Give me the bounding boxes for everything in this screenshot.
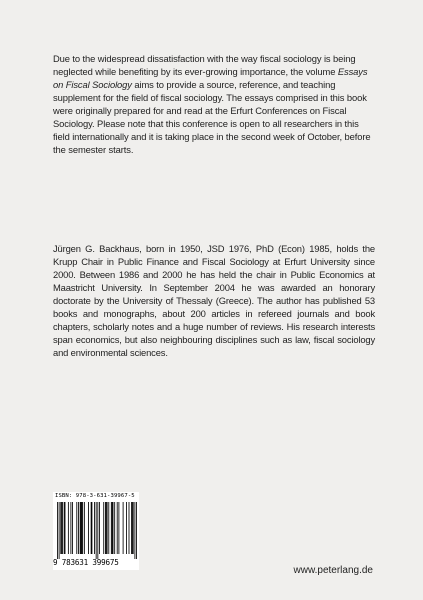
description-rest: aims to provide a source, reference, and teaching supplement for the field of fiscal sociology. The essays comprised in this book were originally prepared for and read at the Erfurt Conferences on Fiscal Sociology. Please note that this conference is open to all researchers in this field internationally and it is taking place in the second week of October, before the semester starts.: [53, 78, 371, 155]
publisher-website[interactable]: www.peterlang.de: [293, 565, 373, 576]
barcode-bar: [132, 502, 133, 554]
description-intro: Due to the widespread dissatisfaction with the way fiscal sociology is being neglected while benefiting by its ever-growing importance, the volume: [53, 53, 356, 77]
barcode-bar: [111, 502, 112, 554]
isbn-label: ISBN: 978-3-631-39967-5: [55, 493, 135, 499]
barcode-bar: [64, 502, 65, 554]
barcode-bar: [72, 502, 73, 554]
barcode-bar: [112, 502, 113, 554]
barcode-bar: [126, 502, 127, 554]
barcode-bar: [108, 502, 109, 554]
barcode-bar: [107, 502, 108, 554]
barcode-bar: [114, 502, 115, 554]
barcode-bar: [59, 502, 60, 559]
barcode-bar: [84, 502, 85, 554]
barcode-bar: [123, 502, 124, 554]
barcode-bar: [99, 502, 100, 554]
barcode-bar: [60, 502, 61, 554]
barcode-bar: [65, 502, 66, 554]
barcode-bar: [106, 502, 107, 554]
barcode-bar: [80, 502, 81, 554]
barcode-bar: [96, 502, 97, 559]
barcode-bar: [70, 502, 71, 554]
barcode-bar: [57, 502, 58, 559]
author-biography: Jürgen G. Backhaus, born in 1950, JSD 1976, PhD (Econ) 1985, holds the Krupp Chair in Public Finance and Fiscal Sociology at Erfurt University since 2000. Between 1986 and 2000 he has held the chair in Public Economics at Maastricht University. In September 2004 he was awarded an honorary doctorate by the University of Thessaly (Greece). The author has published 53 books and monographs, about 200 articles in refereed journals and book chapters, scholarly notes and a huge number of reviews. His research interests span economics, but also neighbouring disciplines such as law, fiscal sociology and environmental sciences.: [53, 243, 375, 358]
barcode-bar: [133, 502, 134, 554]
barcode-bar: [105, 502, 106, 554]
barcode-bar: [134, 502, 135, 559]
barcode-bar: [136, 502, 137, 559]
barcode-bar: [78, 502, 79, 554]
book-description: [53, 53, 375, 157]
barcode-bar: [61, 502, 62, 554]
barcode-bar: [91, 502, 92, 554]
barcode-bar: [103, 502, 104, 554]
barcode-bar: [113, 502, 114, 554]
barcode-bar: [92, 502, 93, 554]
barcode-bar: [129, 502, 130, 554]
barcode-bar: [117, 502, 118, 554]
barcode-icon: [57, 502, 137, 559]
barcode-bar: [94, 502, 95, 554]
ean-digits: 9 783631 399675: [53, 558, 119, 567]
book-title: Essays on Fiscal Sociology: [53, 65, 368, 90]
barcode-bar: [82, 502, 83, 554]
barcode-bar: [81, 502, 82, 554]
barcode-panel: [53, 492, 139, 570]
barcode-bar: [97, 502, 98, 559]
barcode-bar: [76, 502, 77, 554]
barcode-bar: [68, 502, 69, 554]
barcode-bar: [62, 502, 63, 554]
barcode-bar: [131, 502, 132, 554]
barcode-bar: [118, 502, 119, 554]
barcode-bar: [81, 502, 82, 554]
barcode-bar: [88, 502, 89, 554]
